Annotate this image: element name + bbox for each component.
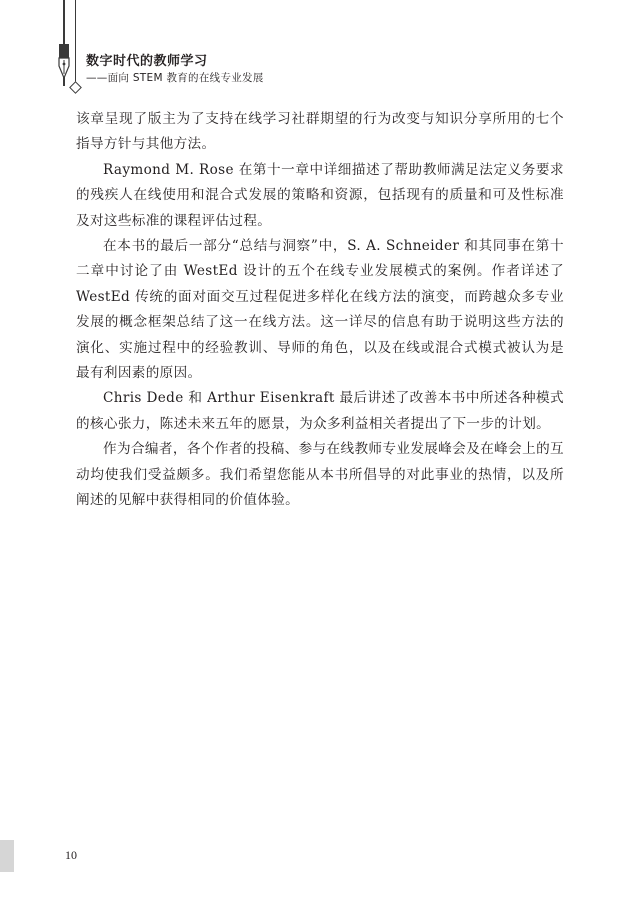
running-header-title: 数字时代的教师学习 xyxy=(86,54,208,69)
paragraph-4: Chris Dede 和 Arthur Eisenkraft 最后讲述了改善本书中所述各种模式的核心张力，陈述未来五年的愿景，为众多利益相关者提出了下一步的计划。 xyxy=(76,390,564,432)
paragraph-5: 作为合编者，各个作者的投稿、参与在线教师专业发展峰会及在峰会上的互动均使我们受益颇多。我们希望您能从本书所倡导的对此事业的热情，以及所阐述的见解中获得相同的价值体验。 xyxy=(76,441,564,509)
header-diamond-ornament xyxy=(69,81,82,94)
header-rule-right xyxy=(75,0,76,86)
pen-nib-icon xyxy=(56,44,72,80)
paragraph-2: Raymond M. Rose 在第十一章中详细描述了帮助教师满足法定义务要求的残疾人在线使用和混合式发展的策略和资源，包括现有的质量和可及性标准及对这些标准的课程评估过程。 xyxy=(76,161,564,229)
page-edge-tab xyxy=(0,840,14,872)
page-number: 10 xyxy=(65,848,77,862)
running-header-subtitle: ——面向 STEM 教育的在线专业发展 xyxy=(86,72,264,84)
paragraph-1: 该章呈现了版主为了支持在线学习社群期望的行为改变与知识分享所用的七个指导方针与其他方法。 xyxy=(76,111,564,153)
paragraph-3: 在本书的最后一部分“总结与洞察”中，S. A. Schneider 和其同事在第十二章中讨论了由 WestEd 设计的五个在线专业发展模式的案例。作者详述了 WestEd 传统的面对面交互过程促进多样化在线方法的演变，而跨越众多专业发展的概念框架总结了这一在线方法。这一详尽的信息有助于说明这些方法的演化、实施过程中的经验教训、导师的角色，以及在线或混合式模式被认为是最有利因素的原因。 xyxy=(76,238,564,382)
body-text xyxy=(76,107,564,514)
